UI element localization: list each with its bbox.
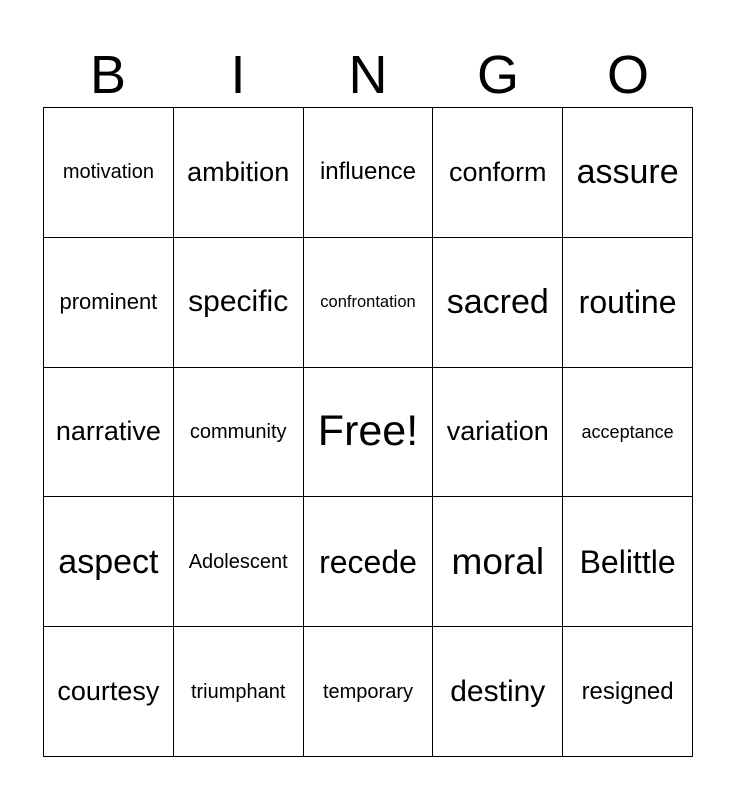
bingo-cell[interactable]: confrontation bbox=[304, 238, 434, 368]
bingo-cell[interactable]: resigned bbox=[563, 627, 693, 757]
bingo-cell[interactable]: motivation bbox=[44, 108, 174, 238]
bingo-cell[interactable]: community bbox=[174, 368, 304, 498]
bingo-cell[interactable]: routine bbox=[563, 238, 693, 368]
header-letter-b: B bbox=[89, 45, 127, 105]
bingo-cell[interactable]: influence bbox=[304, 108, 434, 238]
bingo-cell[interactable]: sacred bbox=[433, 238, 563, 368]
bingo-cell[interactable]: prominent bbox=[44, 238, 174, 368]
free-space-cell[interactable]: Free! bbox=[304, 368, 434, 498]
header-letter-o: O bbox=[606, 45, 649, 105]
header-letter-g: G bbox=[476, 45, 519, 105]
bingo-cell[interactable]: recede bbox=[304, 497, 434, 627]
bingo-header bbox=[43, 44, 693, 106]
bingo-cell[interactable]: Adolescent bbox=[174, 497, 304, 627]
bingo-cell[interactable]: assure bbox=[563, 108, 693, 238]
bingo-cell[interactable]: Belittle bbox=[563, 497, 693, 627]
bingo-cell[interactable]: ambition bbox=[174, 108, 304, 238]
header-letter-n: N bbox=[348, 45, 388, 105]
bingo-cell[interactable]: temporary bbox=[304, 627, 434, 757]
bingo-cell[interactable]: acceptance bbox=[563, 368, 693, 498]
bingo-cell[interactable]: conform bbox=[433, 108, 563, 238]
bingo-board bbox=[43, 107, 693, 757]
bingo-cell[interactable]: destiny bbox=[433, 627, 563, 757]
bingo-cell[interactable]: specific bbox=[174, 238, 304, 368]
header-letter-i: I bbox=[230, 45, 246, 105]
bingo-cell[interactable]: courtesy bbox=[44, 627, 174, 757]
bingo-cell[interactable]: aspect bbox=[44, 497, 174, 627]
bingo-cell[interactable]: variation bbox=[433, 368, 563, 498]
bingo-cell[interactable]: narrative bbox=[44, 368, 174, 498]
bingo-cell[interactable]: moral bbox=[433, 497, 563, 627]
bingo-cell[interactable]: triumphant bbox=[174, 627, 304, 757]
